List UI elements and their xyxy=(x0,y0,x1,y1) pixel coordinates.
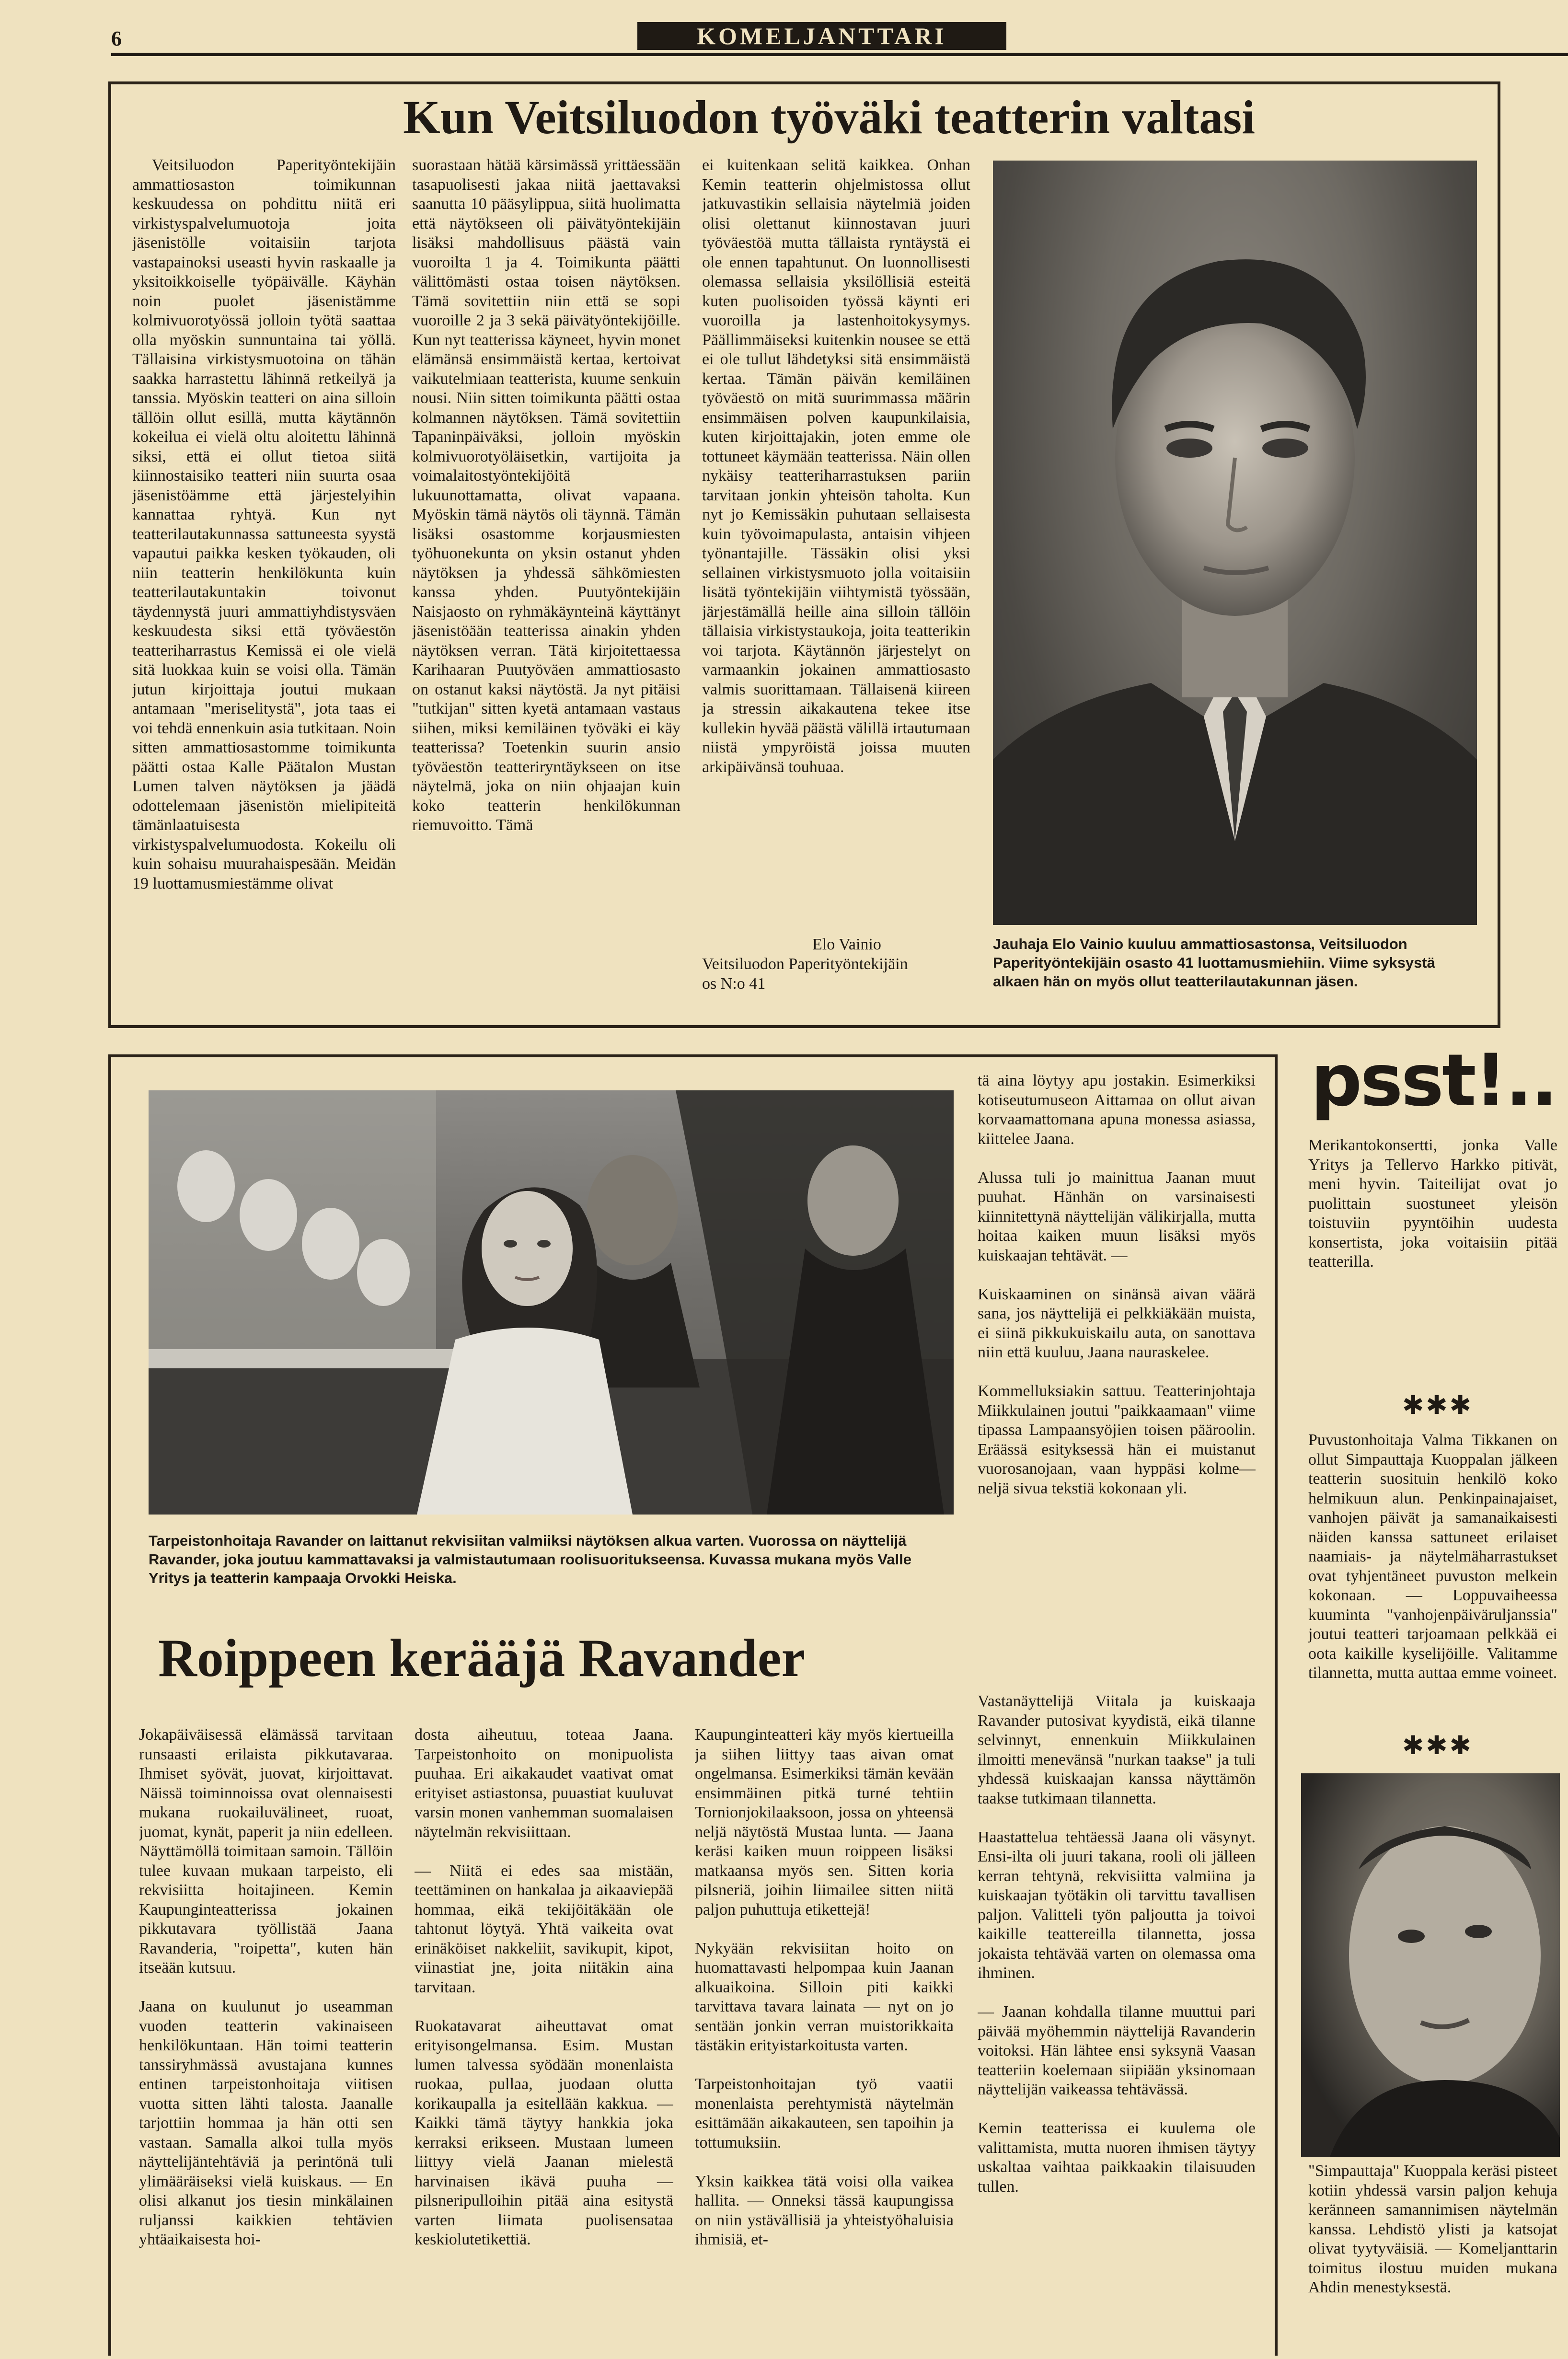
page-number: 6 xyxy=(111,27,122,50)
article-veitsiluoto-col2: suorastaan hätää kärsimässä yrittäessään tasapuolisesti jakaa niitä jaettavaksi saanutta 10 pääsylippua, siitä huolimatta että näytökseen oli päivätyöntekijäin lisäksi mahdollisuus päästä vain vuoroilta 1 ja 4. Toimikunta päätti välittömästi ostaa toisen näytöksen. Tämä sovitettiin niin että se sopi vuoroille 2 ja 3 sekä päivätyöntekijöille. Kun nyt teatterissa käyneet, hyvin monet elämänsä ensimmäistä kertaa, kertoivat vaikutelmiaan teatterista, kuume senkuin nousi. Niin sitten toimikunta päätti ostaa kolmannen näytöksen. Tämä sovitettiin Tapaninpäiväksi, jolloin myöskin kolmivuorotyöläisetkin, vartijoita ja voimalaitostyöntekijöitä lukuunottamatta, olivat vapaana. Myöskin tämä näytös oli täynnä. Tämän lisäksi osastomme korjausmiesten työhuonekunta on yksin ostanut yhden näytöksen ja yhdessä sähkömiesten kanssa yhden. Puutyöntekijäin Naisjaosto on ryhmäkäynteinä käyttänyt jäsenistöään teatterissa ainakin yhden näytöksen verran. Tätä kirjoitettaessa Karihaaran Puutyöväen ammattiosasto on ostanut kaksi näytöstä. Ja nyt pitäisi "tutkijan" sitten kyetä antamaan vastaus siihen, miksi kemiläinen työväki ei käy teatterissa? Toetenkin suurin ansio työväestön teatteriryntäykseen on itse näytelmä, joka on niin ohjaajan kuin koko teatterin henkilökunnan riemuvoitto. Tämä xyxy=(412,156,680,834)
article-veitsiluoto-col1: Veitsiluodon Paperityöntekijäin ammattiosaston toimikunnan keskuudessa on pohdittu niitä eri virkistyspalvelumuotoja joita jäsenistölle voitaisiin tarjota vastapainoksi useasti hyvin raskaalle ja yksitoikkoiselle työpäivälle. Käyhän noin puolet jäsenistämme kolmivuorotyössä jolloin työtä saattaa olla myöskin sunnuntaina tai yöllä. Tällaisina virkistysmuotoina on tähän saakka harrastettu lähinnä retkeilyä ja tanssia. Myöskin teatteri on aina silloin tällöin ollut esillä, mutta käytännön kokeilua ei vielä oltu aloitettu lähinnä siksi, että ei ollut tietoa siitä kiinnostaisiko teatteri niin suurta osaa jäsenistöämme että järjestelyihin kannattaa ryhtyä. Kun nyt teatterilautakunnassa sattuneesta syystä vapautui paikka kesken työkauden, oli niin teatterin henkilökunta kuin teatterilautakuntakin toivonut täydennystä juuri ammattiyhdistysväen keskuudesta siksi että työväestön teatteriharrastus Kemissä ei ole vielä sitä luokkaa kuin se voisi olla. Tämän jutun kirjoittaja joutui mukaan antamaan "meriselitystä", jota taas ei voi tehdä ennenkuin asia tutkitaan. Noin sitten ammattiosastomme toimikunta päätti ostaa Kalle Päätalon Mustan Lumen talven näytöksen ja jäädä odottelemaan jäsenistön mielipiteitä tämänlaatuisesta virkistyspalvelumuodosta. Kokeilu oli kuin sohaisu muurahaispesään. Meidän 19 luottamusmiestämme olivat xyxy=(132,156,396,892)
portrait-photo-elo-vainio xyxy=(993,161,1477,925)
article-ravander-col1: Jokapäiväisessä elämässä tarvitaan runsaasti erilaista pikkutavaraa. Ihmiset syövät, juovat, kirjoittavat. Näissä toiminnoissa ovat olennaisesti mukana ruokailuvälineet, ruoat, juomat, kynät, paperit ja niin edelleen. Näyttämöllä toimitaan samoin. Tällöin tulee kuvaan mukaan tarpeisto, eli rekvisiitta hoitajineen. Kemin Kaupunginteatterissa jokainen pikkutavara työllistää Jaana Ravanderia, "roipetta", kuten hän itseään kutsuu. Jaana on kuulunut jo useamman vuoden teatterin vakinaiseen henkilökuntaan. Hän toimi teatterin tanssiryhmässä avustajana kunnes entinen tarpeistonhoitaja viitisen vuotta sitten lähti talosta. Jaanalle tarjottiin hommaa ja hän otti sen vastaan. Samalla alkoi tulla myös näyttelijäntehtäviä ja perintönä tuli ylimääräiseksi vielä kuiskaus. — En olisi alkanut jos tiesin minkälainen ruljanssi kaikkien tehtävien yhtäaikaisesta hoi- xyxy=(139,1726,393,2248)
header-rule xyxy=(111,53,1568,56)
psst-heading: psst!.. xyxy=(1311,1039,1556,1122)
article-ravander-col4: Vastanäyttelijä Viitala ja kuiskaaja Ravander putosivat kyydistä, eikä tilanne selvinnyt, ennenkuin Miikkulainen ilmoitti menevänsä "nurkan taakse" ja tuli yhdessä kuiskaajan kanssa näyttämön taakse tutkimaan tilannetta. Haastattelua tehtäessä Jaana oli väsynyt. Ensi-ilta oli juuri takana, rooli oli jälleen kerran tehtynä, rekvisiitta valmiina ja kuiskaajan työtäkin oli tarvittu tavallisen paljon. Valitteli työn paljoutta ja toivoi kaikille teattereilla tilannetta, jossa jokaista tehtävää varten on olemassa oma ihminen. — Jaanan kohdalla tilanne muuttui pari päivää myöhemmin näyttelijä Ravanderin voitoksi. Hän lähtee ensi syksynä Vaasan teatteriin koelemaan siipiään yksinomaan näyttelijän vaikeassa tehtävässä. Kemin teatterissa ei kuulema ole valittamista, mutta nuoren ihmisen täytyy uskaltaa vaihtaa paikkaakin tilaisuuden tullen. xyxy=(978,1692,1256,2196)
dressing-room-illustration xyxy=(149,1090,954,1515)
kuoppala-photo xyxy=(1301,1773,1560,2157)
article-ravander-top-right-col: tä aina löytyy apu jostakin. Esimerkiksi kotiseutumuseon Aittamaa on ollut aivan korvaamattomana apuna monessa asiassa, kiittelee Jaana. Alussa tuli jo mainittua Jaanan muut puuhat. Hänhän on varsinaisesti kiinnitettynä näyttelijän välikirjalla, mutta hoitaa kaiken muun lisäksi myös kuiskaajan tehtävät. — Kuiskaaminen on sinänsä aivan väärä sana, jos näyttelijä ei pelkkiäkään muista, ei siinä pikkukuiskailu auta, on sanottava niin että kuuluu, Jaana nauraskelee. Kommelluksiakin sattuu. Teatterinjohtaja Miikkulainen joutui "paikkaamaan" viime tipassa Lampaansyöjien toisen pääroolin. Eräässä esityksessä hän ei muistanut vuorosanojaan, vaan hyppäsi kolme—neljä sivua tekstiä kokonaan yli. xyxy=(978,1072,1256,1497)
article-veitsiluoto-title: Kun Veitsiluodon työväki teatterin valtasi xyxy=(403,91,1255,144)
psst-item-3: "Simpauttaja" Kuoppala keräsi pisteet kotiin yhdessä varsin paljon kehuja keränneen samannimisen näytelmän kanssa. Lehdistö ylisti ja katsojat olivat tyytyväisiä. — Komeljanttarin toimitus ilostuu muiden mukana Ahdin menestyksestä. xyxy=(1308,2162,1557,2296)
portrait-caption: Jauhaja Elo Vainio kuuluu ammattiosastonsa, Veitsiluodon Paperityöntekijäin osasto 41 luottamusmiehiin. Viime syksystä alkaen hän on myös ollut teatterilautakunnan jäsen. xyxy=(993,936,1435,990)
masthead: KOMELJANTTARI xyxy=(637,22,1006,50)
psst-divider-2: ✱✱✱ xyxy=(1402,1731,1473,1760)
psst-item-2: Puvustonhoitaja Valma Tikkanen on ollut Simpauttaja Kuoppalan jälkeen teatterin suosituin henkilö koko helmikuun alun. Penkinpainajaiset, vanhojen päivät ja samanaikaisesti näiden kanssa sattuneet erilaiset naamiais- ja näytelmäharrastukset ovat tyhjentäneet puvuston melkein kokonaan. — Loppuvaiheessa kuuminta "vanhojenpäiväruljanssia" joutui teatteri tarjoamaan pelkkää ei oota kaikille kyselijöille. Valitamme tilannetta, mutta auttaa emme voineet. xyxy=(1308,1431,1557,1682)
psst-item-1: Merikantokonsertti, jonka Valle Yritys ja Tellervo Harkko pitivät, meni hyvin. Taiteilijat ovat jo puolittain suostuneet yleisön toistuviin pyyntöihin uudesta konsertista, joka voitaisiin pitää teatterilla. xyxy=(1308,1136,1557,1271)
psst-divider-1: ✱✱✱ xyxy=(1402,1391,1473,1420)
dressing-room-caption: Tarpeistonhoitaja Ravander on laittanut rekvisiitan valmiiksi näytöksen alkua varten. Vuorossa on näyttelijä Ravander, joka joutuu kammattavaksi ja valmistautumaan roolisuoritukseensa. Kuvassa mukana myös Valle Yritys ja teatterin kampaaja Orvokki Heiska. xyxy=(149,1532,911,1586)
dressing-room-photo xyxy=(149,1090,954,1515)
signature xyxy=(702,935,975,994)
article-ravander-col2: dosta aiheutuu, toteaa Jaana. Tarpeistonhoito on monipuolista puuhaa. Eri aikakaudet vaativat omat erityiset astiastonsa, puuastiat kuuluvat varsin monen vanhemman suomalaisen näytelmän rekvisiittaan. — Niitä ei edes saa mistään, teettäminen on hankalaa ja aikaaviepää hommaa, eikä tekijöitäkään ole tahtonut löytyä. Yhtä vaikeita ovat erinäköiset nakkeliit, savikupit, kipot, viinastiat jne, joita niitäkin aina tarvitaan. Ruokatavarat aiheuttavat omat erityisongelmansa. Esim. Mustan lumen talvessa syödään monenlaista ruokaa, pullaa, juodaan olutta korikaupalla ja esitellään kakkua. — Kaikki tämä täytyy hankkia joka kerraksi erikseen. Mustaan lumeen liittyy vielä Jaanan mielestä harvinaisen ikävä puuha — pilsneripulloihin pitää aina esitystä varten liimata puolisensataa keskiolutetikettiä. xyxy=(415,1726,673,2248)
article-ravander-title: Roippeen kerääjä Ravander xyxy=(158,1629,806,1688)
article-ravander-col3: Kaupunginteatteri käy myös kiertueilla ja siihen liittyy taas aivan omat ongelmansa. Esimerkiksi tämän kevään ensimmäinen pitkä turné tehtiin Tornionjokilaaksoon, jossa on yhteensä neljä näytöstä Mustaa lunta. — Jaana keräsi kaiken muun roippeen lisäksi matkaansa myös sen. Sitten koria pilsneriä, joihin liimailee sitten niitä paljon puhuttuja etikettejä! Nykyään rekvisiitan hoito on huomattavasti helpompaa kuin Jaanan alkuaikoina. Silloin piti kaikki tarvittava tavara lainata — nyt on jo sentään jonkin verran muistorikkaita tästäkin erityistarkoitusta varten. Tarpeistonhoitajan työ vaatii monenlaista perehtymistä näytelmän esittämään aikakauteen, sen tapoihin ja tottumuksiin. Yksin kaikkea tätä voisi olla vaikea hallita. — Onneksi tässä kaupungissa on niin ystävällisiä ja yhteistyöhaluisia ihmisiä, et- xyxy=(695,1726,954,2248)
signature-name: Elo Vainio xyxy=(812,936,881,953)
signature-org: Veitsiluodon Paperityöntekijäin xyxy=(702,955,908,973)
signature-number: os N:o 41 xyxy=(702,975,766,993)
portrait-illustration xyxy=(993,161,1477,925)
kuoppala-illustration xyxy=(1301,1773,1560,2157)
article-veitsiluoto-col3: ei kuitenkaan selitä kaikkea. Onhan Kemin teatterin ohjelmistossa ollut jatkuvastikin sellaisia näytelmiä joiden olisi olettanut kiinnostavan juuri työväestöä mutta tällaista ryntäystä ei ole ennen tapahtunut. On luonnollisesti olemassa sellaisia yksilöllisiä esteitä kuten puolisoiden työssä käynti eri vuoroilla ja lastenhoitokysymys. Päällimmäiseksi kuitenkin nousee se että ei ole tullut lähdetyksi sitä ensimmäistä kertaa. Tämän päivän kemiläinen työväestö on mitä suurimmassa määrin ensimmäisen polven kaupunkilaisia, kuten kirjoittajakin, joten emme ole tottuneet käymään teatterissa. Näin ollen nykäisy teatteriharrastuksen pariin tarvitaan jonkin yhteisön taholta. Kun nyt jo Kemissäkin puhutaan sellaisesta kuin työvoimapulasta, antaisin vihjeen työnantajille. Tässäkin olisi yksi sellainen virkistysmuoto jolla voitaisiin lisätä työntekijäin viihtymistä työssään, järjestämällä heille aina silloin tällöin tällaisia virkistystaukoja, joita teatterikin voi tarjota. Käytännön järjestelyt on varmaankin jokainen ammattiosasto valmis suorittamaan. Tällaisenä kiireen ja stressin aikakautena tekee itse kullekin hyvää päästä välillä irtautumaan niistä ympyröistä joissa muuten arkipäivänsä touhuaa. xyxy=(702,156,970,776)
